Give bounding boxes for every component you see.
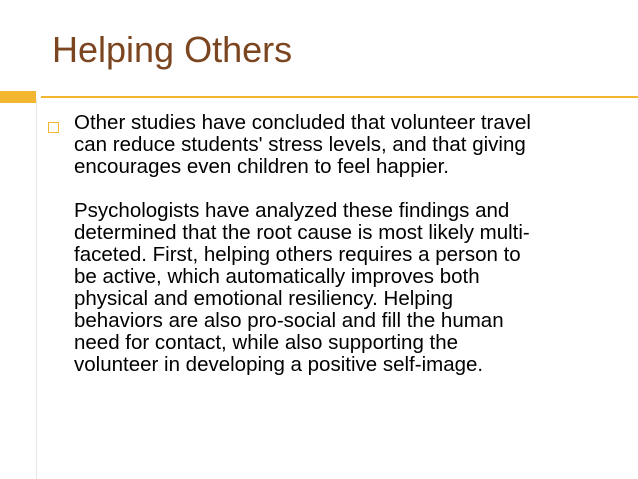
left-margin-rule (36, 98, 37, 479)
title-underline-rule (41, 96, 638, 98)
hollow-square-bullet-icon (48, 122, 59, 133)
slide-body (74, 112, 614, 376)
body-paragraph-1: Other studies have concluded that volunteer travel can reduce students' stress levels, and that giving encourages even children to feel happier. (74, 111, 531, 178)
body-paragraph-2: Psychologists have analyzed these findings and determined that the root cause is most likely multi- faceted. First, helping others requires a person to be active, which automatically improves both physical and emotional resiliency. Helping behaviors are also pro-social and fill the human need for contact, while also supporting the volunteer in developing a positive self-image. (74, 199, 530, 376)
title-accent-block (0, 91, 36, 103)
slide-title: Helping Others (52, 29, 293, 70)
